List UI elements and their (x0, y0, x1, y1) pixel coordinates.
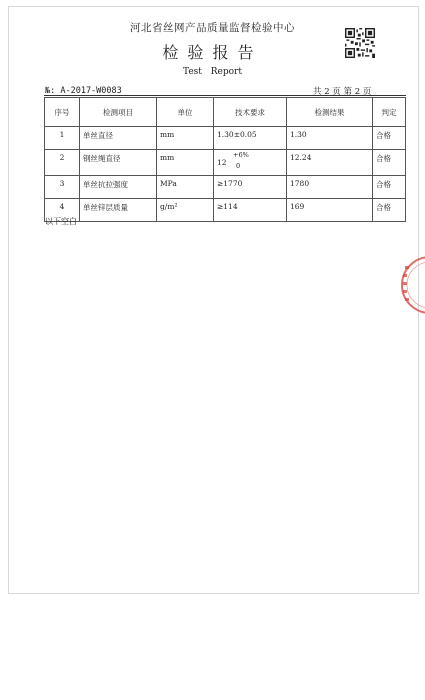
header-item: 检测项目 (80, 98, 157, 127)
cell-result: 12.24 (287, 150, 373, 176)
cell-item: 单丝直径 (80, 127, 157, 150)
report-title-en: Test Report (183, 67, 242, 77)
header-unit: 单位 (157, 98, 214, 127)
cell-requirement (214, 150, 287, 176)
header-result: 检测结果 (287, 98, 373, 127)
cell-unit: mm (157, 127, 214, 150)
cell-unit: MPa (157, 176, 214, 199)
table-row (45, 150, 406, 176)
header-verdict: 判定 (373, 98, 406, 127)
report-title-cn: 检验报告 (162, 43, 263, 62)
table-row (45, 176, 406, 199)
table-row (45, 199, 406, 222)
cell-seq: 1 (45, 127, 80, 150)
table-header-row (45, 98, 406, 127)
cell-result: 1.30 (287, 127, 373, 150)
header-rule (44, 95, 406, 96)
cell-seq: 3 (45, 176, 80, 199)
header-seq: 序号 (45, 98, 80, 127)
tolerance-upper: +6% (233, 151, 249, 159)
cell-seq: 4 (45, 199, 80, 222)
cell-requirement: ≥114 (214, 199, 287, 222)
tolerance-lower: 0 (236, 162, 241, 170)
end-note: 以下空白 (45, 217, 77, 226)
cell-unit: g/m² (157, 199, 214, 222)
header-requirement: 技术要求 (214, 98, 287, 127)
stamp-seal (396, 250, 425, 320)
cell-item: 单丝抗拉强度 (80, 176, 157, 199)
organization-name: 河北省丝网产品质量监督检验中心 (130, 22, 295, 34)
cell-item: 单丝锌层质量 (80, 199, 157, 222)
tolerance-base: 12 (217, 158, 227, 167)
tolerance-expression (217, 153, 257, 171)
cell-seq: 2 (45, 150, 80, 176)
cell-requirement: 1.30±0.05 (214, 127, 287, 150)
cell-verdict: 合格 (373, 127, 406, 150)
cell-verdict: 合格 (373, 176, 406, 199)
cell-requirement: ≥1770 (214, 176, 287, 199)
cell-result: 1780 (287, 176, 373, 199)
cell-verdict: 合格 (373, 199, 406, 222)
cell-unit: mm (157, 150, 214, 176)
results-table (44, 97, 406, 222)
report-number: №: A-2017-W0083 (45, 86, 122, 96)
cell-item: 钢丝绳直径 (80, 150, 157, 176)
cell-verdict: 合格 (373, 150, 406, 176)
cell-result: 169 (287, 199, 373, 222)
page-info: 共 2 页 第 2 页 (313, 87, 372, 97)
table-row (45, 127, 406, 150)
